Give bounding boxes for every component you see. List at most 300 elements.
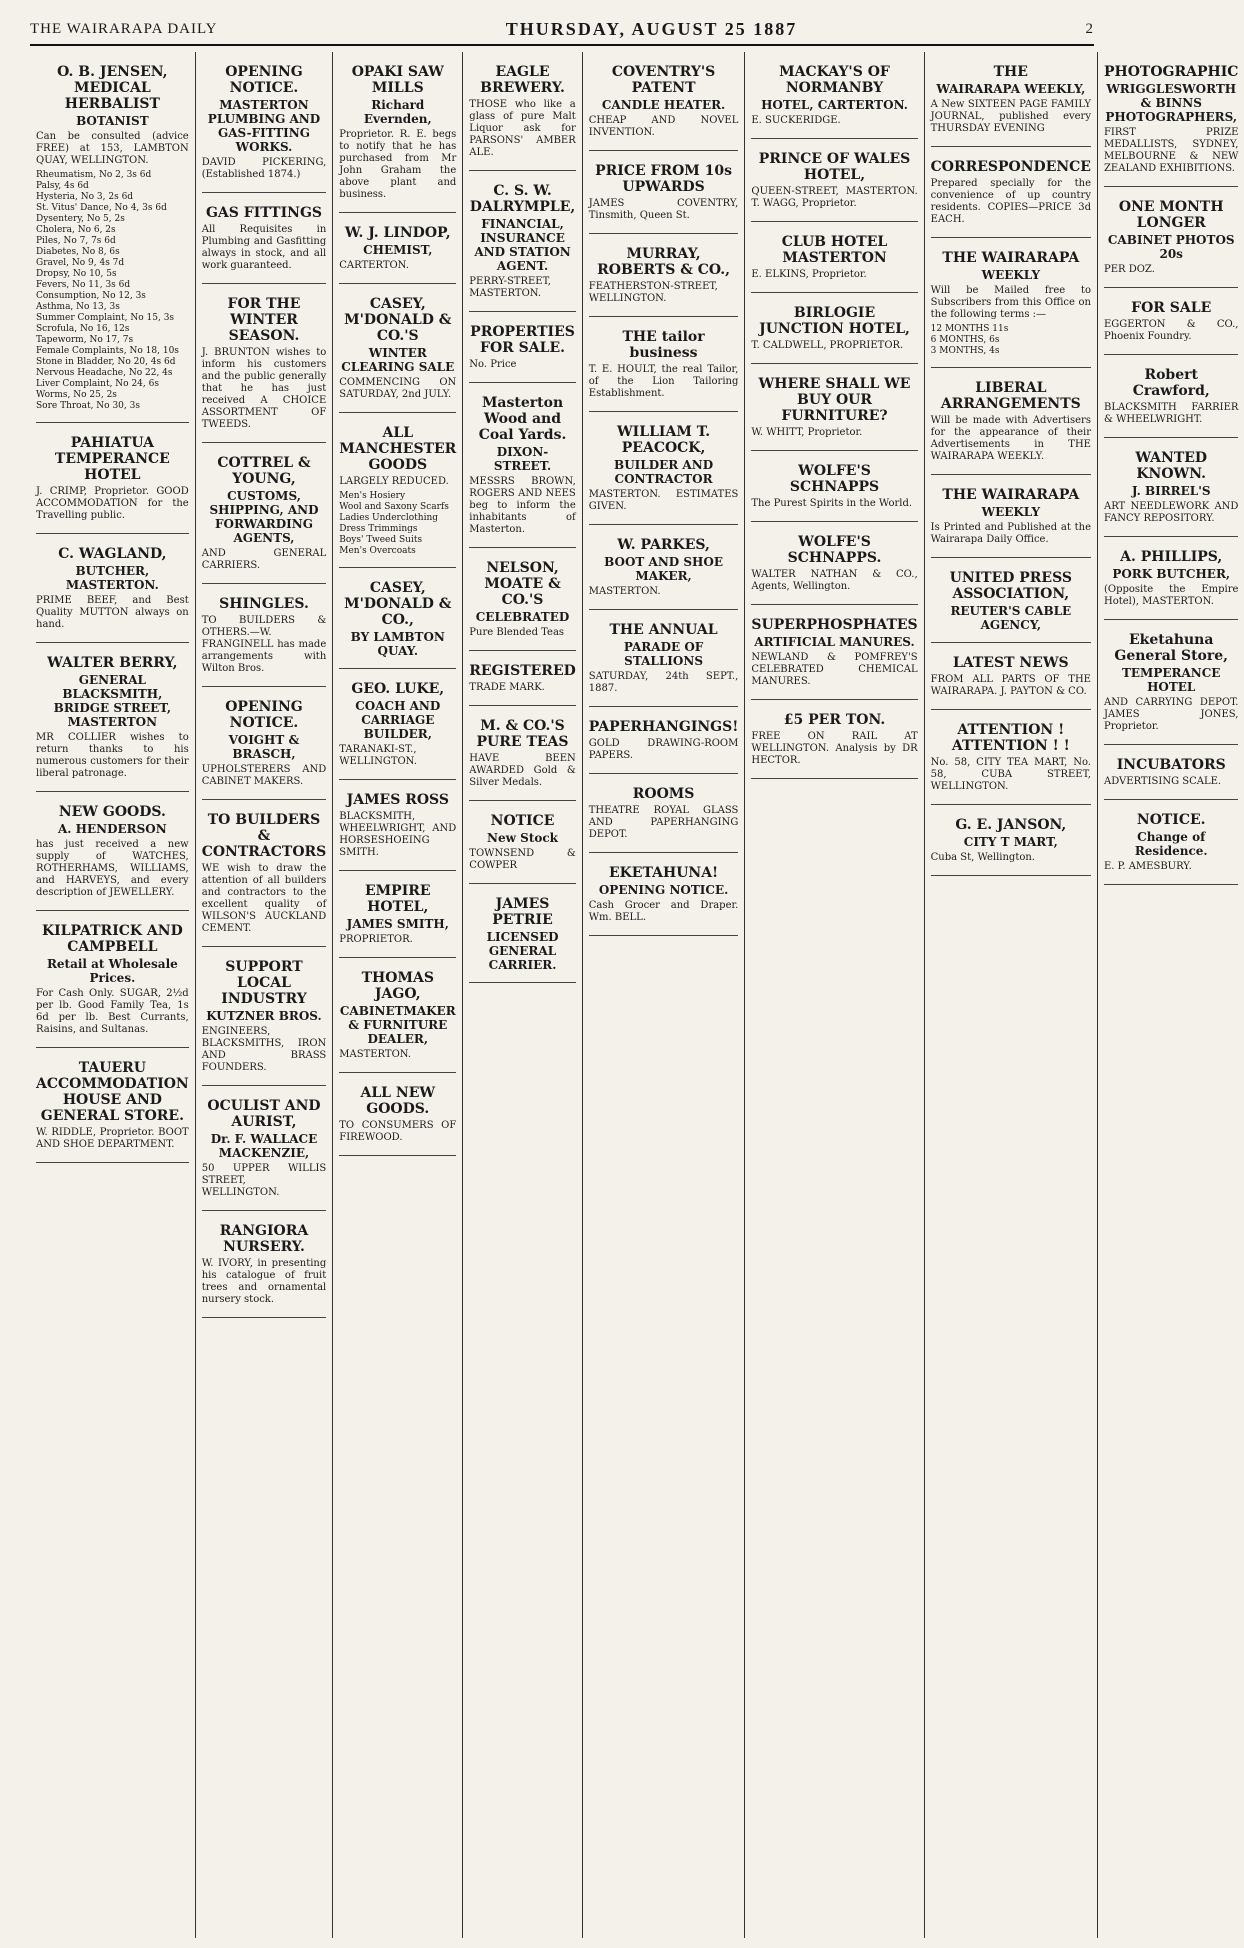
list-item: Worms, No 25, 2s [36,390,117,400]
ad-title: JAMES ROSS [346,792,449,808]
advertisement [339,784,456,871]
ad-title: £5 PER TON. [783,712,886,728]
list-item: Female Complaints, No 18, 10s [36,346,179,356]
ad-title: PAHIATUA TEMPERANCE HOTEL [54,435,170,483]
advertisement [469,387,575,548]
ad-title: C. S. W. DALRYMPLE, [469,183,576,215]
ad-body: E. P. AMESBURY. [1103,861,1192,872]
ad-title: A. PHILLIPS, [1120,549,1223,565]
ad-title: FOR THE WINTER SEASON. [227,296,301,344]
ad-title: ONE MONTH LONGER [1118,199,1224,231]
ad-body: 50 UPPER WILLIS STREET, WELLINGTON. [201,1163,327,1198]
masthead [30,14,1094,46]
ad-body: HAVE BEEN AWARDED Gold & Silver Medals. [469,753,576,788]
ad-title: NELSON, MOATE & CO.'S [484,560,561,608]
column-3 [333,52,463,1938]
ad-body: FREE ON RAIL AT WELLINGTON. Analysis by DR HECTOR. [751,731,918,766]
list-item: Wool and Saxony Scarfs [339,502,449,512]
ad-title: COVENTRY'S PATENT [611,64,716,96]
ad-body: ENGINEERS, BLACKSMITHS, IRON AND BRASS FOUNDERS. [201,1026,327,1073]
list-item: Boys' Tweed Suits [339,535,423,545]
ad-title: PROPERTIES FOR SALE. [470,324,575,356]
advertisement [931,151,1091,238]
ad-body: Cuba St, Wellington. [930,852,1035,863]
ad-subtitle: PORK BUTCHER, [1112,567,1231,581]
ad-subtitle: DIXON-STREET. [493,445,552,473]
ad-title: PRICE FROM 10s UPWARDS [595,163,733,195]
ad-title: WALTER BERRY, [47,655,178,671]
advertisement [202,288,327,443]
ad-title: CASEY, M'DONALD & CO., [344,580,452,628]
ad-body: (Opposite the Empire Hotel), MASTERTON. [1103,584,1239,607]
ad-body: MASTERTON. [588,586,661,597]
advertisement [589,238,739,317]
ad-body: LARGELY REDUCED. [339,476,449,487]
advertisement [931,714,1091,805]
ad-subtitle: A. HENDERSON [57,822,167,836]
ad-body: DAVID PICKERING, (Established 1874.) [201,157,327,180]
advertisement [589,155,739,234]
ad-body: FROM ALL PARTS OF THE WAIRARAPA. J. PAYTON & CO. [930,674,1091,697]
column-2 [196,52,334,1938]
ad-title: SUPERPHOSPHATES [751,617,918,633]
ad-body: No. Price [469,359,517,370]
ad-title: MACKAY'S OF NORMANBY [779,64,890,96]
ad-subtitle: WEEKLY [981,505,1041,519]
advertisement [202,1090,327,1211]
ad-body: WE wish to draw the attention of all builders and contractors to the excellent quality of WILSON'S AUCKLAND CEMENT. [201,863,327,934]
ad-body: All Requisites in Plumbing and Gasfitting always in stock, and all work guaranteed. [201,224,327,271]
masthead-left: THE WAIRARAPA DAILY [30,20,218,37]
ad-title: LIBERAL ARRANGEMENTS [940,380,1081,412]
advertisement [751,526,917,605]
advertisement [36,538,189,643]
ad-body: E. ELKINS, Proprietor. [751,269,867,280]
ad-subtitle: CABINET PHOTOS 20s [1107,233,1235,261]
ad-subtitle: CUSTOMS, SHIPPING, AND FORWARDING AGENTS, [209,489,319,545]
advertisement [339,572,456,669]
advertisement [339,673,456,780]
list-item: Nervous Headache, No 22, 4s [36,368,173,378]
list-item: Fevers, No 11, 3s 6d [36,280,131,290]
ad-body: The Purest Spirits in the World. [751,498,913,509]
ad-subtitle: Change of Residence. [1134,830,1208,858]
ad-title: COTTREL & YOUNG, [217,455,311,487]
advertisement [36,647,189,792]
advertisement [751,143,917,222]
ad-body: E. SUCKERIDGE. [751,115,841,126]
ad-title: C. WAGLAND, [58,546,167,562]
advertisement [1104,191,1238,288]
ad-subtitle: Retail at Wholesale Prices. [46,957,178,985]
ad-body: THEATRE ROYAL GLASS AND PAPERHANGING DEPOT. [588,805,739,840]
ad-subtitle: JAMES SMITH, [346,917,449,931]
list-item: St. Vitus' Dance, No 4, 3s 6d [36,203,167,213]
advertisement [339,56,456,213]
list-item: 3 MONTHS, 4s [930,346,1000,356]
ad-body: MASTERTON. [339,1049,412,1060]
advertisement [202,197,327,284]
ad-subtitle: WINTER CLEARING SALE [341,346,455,374]
ad-subtitle: COACH AND CARRIAGE BUILDER, [355,699,441,741]
ad-body: FIRST PRIZE MEDALLISTS, SYDNEY, MELBOURNE & NEW ZEALAND EXHIBITIONS. [1103,127,1239,174]
ad-subtitle: BY LAMBTON QUAY. [350,630,445,658]
ad-subtitle: Dr. F. WALLACE MACKENZIE, [210,1132,318,1160]
ad-subtitle: Richard Evernden, [363,98,432,126]
ad-subtitle: LICENSED GENERAL CARRIER. [486,930,559,972]
ad-subtitle: REUTER'S CABLE AGENCY, [950,604,1072,632]
ad-body: No. 58, CITY TEA MART, No. 58, CUBA STREET, WELLINGTON. [930,757,1091,792]
ad-subtitle: WRIGGLESWORTH & BINNS PHOTOGRAPHERS, [1105,82,1238,124]
advertisement [339,288,456,413]
list-item: Gravel, No 9, 4s 7d [36,258,125,268]
ad-title: GAS FITTINGS [205,205,323,221]
advertisement [202,804,327,947]
advertisement [202,56,327,193]
column-8 [1098,52,1244,1938]
ad-title: EMPIRE HOTEL, [365,883,431,915]
advertisement [339,417,456,568]
advertisement [751,704,917,779]
advertisement [202,447,327,584]
ad-body: QUEEN-STREET, MASTERTON. T. WAGG, Proprietor. [751,186,918,209]
ad-subtitle: CELEBRATED [475,610,570,624]
advertisement [36,56,189,423]
list-item: Men's Hosiery [339,491,406,501]
list-item: Dropsy, No 10, 5s [36,269,117,279]
ad-title: GEO. LUKE, [351,681,445,697]
ad-body: MESSRS BROWN, ROGERS AND NEES beg to inform the inhabitants of Masterton. [469,476,576,535]
ad-body: J. BRUNTON wishes to inform his customers and the public generally that he has just received A CHOICE ASSORTMENT OF TWEEDS. [201,347,327,430]
advertisement [202,588,327,687]
ad-body: T. CALDWELL, PROPRIETOR. [751,340,904,351]
ad-title: CORRESPONDENCE [930,159,1091,175]
list-item: Sore Throat, No 30, 3s [36,401,140,411]
ad-body: T. E. HOULT, the real Tailor, of the Lion Tailoring Establishment. [588,364,739,399]
list-item: Dysentery, No 5, 2s [36,214,125,224]
list-item: Stone in Bladder, No 20, 4s 6d [36,357,176,367]
ad-title: OCULIST AND AURIST, [207,1098,321,1130]
ad-title: NOTICE. [1136,812,1206,828]
ad-body: NEWLAND & POMFREY'S CELEBRATED CHEMICAL MANURES. [751,652,918,687]
ad-subtitle: KUTZNER BROS. [206,1009,322,1023]
ad-title: WHERE SHALL WE BUY OUR FURNITURE? [758,376,911,424]
ad-body: J. CRIMP, Proprietor. GOOD ACCOMMODATION for the Travelling public. [36,486,189,521]
ad-title: EAGLE BREWERY. [480,64,565,96]
ad-body: Will be made with Advertisers for the appearance of their Advertisements in THE WAIRARAPA WEEKLY. [930,415,1091,462]
ad-title: SHINGLES. [219,596,309,612]
advertisement [589,711,739,774]
ad-title: ROOMS [632,786,695,802]
ad-body: TARANAKI-ST., WELLINGTON. [339,744,417,767]
ad-body: Pure Blended Teas [469,627,565,638]
advertisement [751,297,917,364]
ad-body: TO BUILDERS & OTHERS.—W. FRANGINELL has made arrangements with Wilton Bros. [201,615,327,674]
ad-subtitle: CITY T MART, [963,835,1058,849]
ad-body: For Cash Only. SUGAR, 2½d per lb. Good Family Tea, 1s 6d per lb. Best Currants, Raisins, and Sultanas. [36,988,189,1035]
ad-body: PROPRIETOR. [339,934,413,945]
ad-body: SATURDAY, 24th SEPT., 1887. [588,671,739,694]
ad-title: O. B. JENSEN, MEDICAL HERBALIST [57,64,168,112]
advertisement [469,552,575,651]
ad-body: JAMES COVENTRY, Tinsmith, Queen St. [588,198,739,221]
advertisement [1104,56,1238,187]
list-item: Hysteria, No 3, 2s 6d [36,192,134,202]
ad-title: BIRLOGIE JUNCTION HOTEL, [759,305,910,337]
list-item: Palsy, 4s 6d [36,181,89,191]
ad-subtitle: WEEKLY [981,268,1041,282]
ad-subtitle: VOIGHT & BRASCH, [228,733,300,761]
ad-body: CHEAP AND NOVEL INVENTION. [588,115,739,138]
list-item: Men's Overcoats [339,546,416,556]
ad-title: SUPPORT LOCAL INDUSTRY [221,959,307,1007]
ad-body: W. RIDDLE, Proprietor. BOOT AND SHOE DEPARTMENT. [36,1127,189,1150]
advertisement [931,242,1091,368]
advertisement [589,416,739,525]
ad-body: PRIME BEEF, and Best Quality MUTTON always on hand. [36,595,189,630]
list-item: Ladies Underclothing [339,513,439,523]
advertisement [751,226,917,293]
ad-title: ATTENTION ! ATTENTION ! ! [951,722,1070,754]
ad-body: A New SIXTEEN PAGE FAMILY JOURNAL, published every THURSDAY EVENING [930,99,1091,134]
ad-body: MR COLLIER wishes to return thanks to his numerous customers for their liberal patronage. [36,732,189,779]
advertisement [202,1215,327,1318]
advertisement [1104,292,1238,355]
list-item: Dress Trimmings [339,524,418,534]
advertisement [36,915,189,1048]
ad-body: GOLD DRAWING-ROOM PAPERS. [588,738,739,761]
ad-title: OPAKI SAW MILLS [351,64,444,96]
ad-subtitle: GENERAL BLACKSMITH, BRIDGE STREET, MASTERTON [53,673,172,729]
advertisement [469,56,575,171]
ad-list [931,324,1091,357]
list-item: 6 MONTHS, 6s [930,335,1000,345]
advertisement [339,1077,456,1156]
ad-title: REGISTERED [469,663,576,679]
ad-body: has just received a new supply of WATCHES, ROTHERHAMS, WILLIAMS, and HARVEYS, and every description of JEWELLERY. [36,839,189,898]
ad-body: ART NEEDLEWORK AND FANCY REPOSITORY. [1103,501,1239,524]
list-item: Tapeworm, No 17, 7s [36,335,134,345]
ad-title: THE WAIRARAPA [942,487,1080,503]
advertisement [751,455,917,522]
advertisement [469,710,575,801]
list-item: Liver Complaint, No 24, 6s [36,379,159,389]
ad-title: Eketahuna General Store, [1114,632,1229,664]
column-4 [463,52,582,1938]
advertisement [1104,359,1238,438]
advertisement [339,962,456,1073]
advertisement [931,647,1091,710]
ad-title: THOMAS JAGO, [361,970,434,1002]
advertisement [751,368,917,451]
ad-title: ALL NEW GOODS. [360,1085,436,1117]
ad-subtitle: PARADE OF STALLIONS [623,640,704,668]
ad-title: PHOTOGRAPHIC [1103,64,1239,80]
column-7 [925,52,1098,1938]
ad-body: THOSE who like a glass of pure Malt Liquor ask for PARSONS' AMBER ALE. [469,99,576,158]
advertisement [1104,541,1238,620]
advertisement [1104,804,1238,885]
ad-body: W. WHITT, Proprietor. [751,427,863,438]
ad-body: BLACKSMITH FARRIER & WHEELWRIGHT. [1103,402,1239,425]
masthead-date: THURSDAY, AUGUST 25 1887 [505,18,798,39]
ad-body: Proprietor. R. E. begs to notify that he has purchased from Mr John Graham the above plant and business. [339,129,457,200]
ad-title: MURRAY, ROBERTS & CO., [597,246,731,278]
ad-title: G. E. JANSON, [955,817,1067,833]
list-item: Piles, No 7, 7s 6d [36,236,116,246]
list-item: 12 MONTHS 11s [930,324,1009,334]
ad-subtitle: HOTEL, CARTERTON. [761,98,908,112]
advertisement [931,372,1091,475]
advertisement [469,805,575,884]
ad-subtitle: BUILDER AND CONTRACTOR [614,458,714,486]
advertisement [469,175,575,312]
ad-body: TRADE MARK. [469,682,545,693]
advertisement [202,951,327,1086]
ad-title: OPENING NOTICE. [225,699,303,731]
ad-body: ADVERTISING SCALE. [1103,776,1222,787]
ad-subtitle: TEMPERANCE HOTEL [1121,666,1221,694]
ad-body: W. IVORY, in presenting his catalogue of fruit trees and ornamental nursery stock. [201,1258,327,1305]
ad-subtitle: CABINETMAKER & FURNITURE DEALER, [339,1004,456,1046]
ad-title: RANGIORA NURSERY. [219,1223,309,1255]
ad-title: W. J. LINDOP, [344,225,451,241]
ad-subtitle: BOOT AND SHOE MAKER, [604,555,723,583]
ad-title: KILPATRICK AND CAMPBELL [41,923,183,955]
ad-title: W. PARKES, [617,537,710,553]
ad-body: Can be consulted (advice FREE) at 153, LAMBTON QUAY, WELLINGTON. [36,131,189,166]
advertisement [589,778,739,853]
ad-subtitle: CHEMIST, [363,243,433,257]
advertisement [1104,749,1238,800]
ad-title: Masterton Wood and Coal Yards. [478,395,567,443]
ad-body: EGGERTON & CO., Phoenix Foundry. [1103,319,1239,342]
advertisement [589,321,739,412]
ad-list [36,170,189,412]
ad-title: EKETAHUNA! [608,865,719,881]
ad-body: Prepared specially for the convenience of up country residents. COPIES—PRICE 3d EACH. [930,178,1091,225]
ad-title: M. & CO.'S PURE TEAS [476,718,569,750]
advertisement [36,1052,189,1163]
advertisement [589,56,739,151]
ad-body: Is Printed and Published at the Wairarapa Daily Office. [930,522,1091,545]
ad-subtitle: OPENING NOTICE. [598,883,729,897]
column-1 [30,52,196,1938]
ad-title: JAMES PETRIE [492,896,553,928]
list-item: Summer Complaint, No 15, 3s [36,313,175,323]
advertisement [931,562,1091,643]
ad-title: LATEST NEWS [952,655,1069,671]
ad-subtitle: MASTERTON PLUMBING AND GAS-FITTING WORKS. [207,98,321,154]
advertisement [469,655,575,706]
ad-body: TOWNSEND & COWPER [469,848,576,871]
ad-title: NOTICE [490,813,555,829]
ad-subtitle: WAIRARAPA WEEKLY, [936,82,1086,96]
ad-title: NEW GOODS. [58,804,166,820]
ad-title: CASEY, M'DONALD & CO.'S [344,296,452,344]
list-item: Consumption, No 12, 3s [36,291,146,301]
ad-body: Cash Grocer and Draper. Wm. BELL. [588,900,739,923]
ad-title: THE tailor business [622,329,705,361]
advertisement [931,479,1091,558]
advertisement [751,56,917,139]
advertisement [931,809,1091,876]
advertisement [1104,442,1238,537]
advertisement [589,614,739,707]
ad-body: UPHOLSTERERS AND CABINET MAKERS. [201,764,327,787]
ad-subtitle: New Stock [487,831,558,845]
ad-body: CARTERTON. [339,260,409,271]
ad-list [339,491,456,557]
advertisement [469,316,575,383]
ad-title: WANTED KNOWN. [1135,450,1208,482]
ad-title: INCUBATORS [1116,757,1226,773]
ad-body: MASTERTON. ESTIMATES GIVEN. [588,489,739,512]
advertisement [1104,624,1238,745]
ad-subtitle: BUTCHER, MASTERTON. [65,564,159,592]
list-item: Scrofula, No 16, 12s [36,324,130,334]
ad-title: PRINCE OF WALES HOTEL, [758,151,911,183]
ad-title: WILLIAM T. PEACOCK, [616,424,711,456]
advertisement [589,529,739,610]
ad-body: AND GENERAL CARRIERS. [201,548,327,571]
column-5 [583,52,746,1938]
ad-title: TO BUILDERS & CONTRACTORS [201,812,327,860]
ad-body: WALTER NATHAN & CO., Agents, Wellington. [751,569,918,592]
advertisement [339,875,456,958]
list-item: Cholera, No 6, 2s [36,225,116,235]
advertisement [469,888,575,983]
ad-subtitle: FINANCIAL, INSURANCE AND STATION AGENT. [474,217,571,273]
ad-body: BLACKSMITH, WHEELWRIGHT, AND HORSESHOEING SMITH. [339,811,457,858]
ad-body: PER DOZ. [1103,264,1155,275]
ad-subtitle: J. BIRREL'S [1131,484,1211,498]
ad-subtitle: ARTIFICIAL MANURES. [754,635,915,649]
ad-title: THE WAIRARAPA [942,250,1080,266]
ad-body: AND CARRYING DEPOT. JAMES JONES, Proprietor. [1103,697,1239,732]
ad-title: WOLFE'S SCHNAPPS [789,463,880,495]
column-6 [745,52,924,1938]
advertisement [36,427,189,534]
ad-body: Will be Mailed free to Subscribers from this Office on the following terms :— [930,285,1091,320]
columns [30,52,1239,1938]
advertisement [339,217,456,284]
list-item: Asthma, No 13, 3s [36,302,120,312]
ad-title: CLUB HOTEL MASTERTON [781,234,888,266]
ad-title: THE [993,64,1028,80]
ad-body: PERRY-STREET, MASTERTON. [469,276,551,299]
ad-title: WOLFE'S SCHNAPPS. [787,534,882,566]
ad-body: TO CONSUMERS OF FIREWOOD. [339,1120,457,1143]
advertisement [589,857,739,936]
ad-subtitle: BOTANIST [76,114,149,128]
ad-title: UNITED PRESS ASSOCIATION, [949,570,1073,602]
list-item: Diabetes, No 8, 6s [36,247,120,257]
ad-title: PAPERHANGINGS! [588,719,739,735]
ad-title: Robert Crawford, [1132,367,1210,399]
ad-body: COMMENCING ON SATURDAY, 2nd JULY. [339,377,457,400]
ad-body: FEATHERSTON-STREET, WELLINGTON. [588,281,718,304]
advertisement [202,691,327,800]
list-item: Rheumatism, No 2, 3s 6d [36,170,152,180]
ad-title: TAUERU ACCOMMODATION HOUSE AND GENERAL STORE. [36,1060,189,1124]
advertisement [931,56,1091,147]
ad-title: THE ANNUAL [609,622,718,638]
ad-subtitle: CANDLE HEATER. [601,98,726,112]
ad-title: ALL MANCHESTER GOODS [339,425,457,473]
masthead-page-number: 2 [1085,20,1094,37]
ad-title: OPENING NOTICE. [225,64,303,96]
